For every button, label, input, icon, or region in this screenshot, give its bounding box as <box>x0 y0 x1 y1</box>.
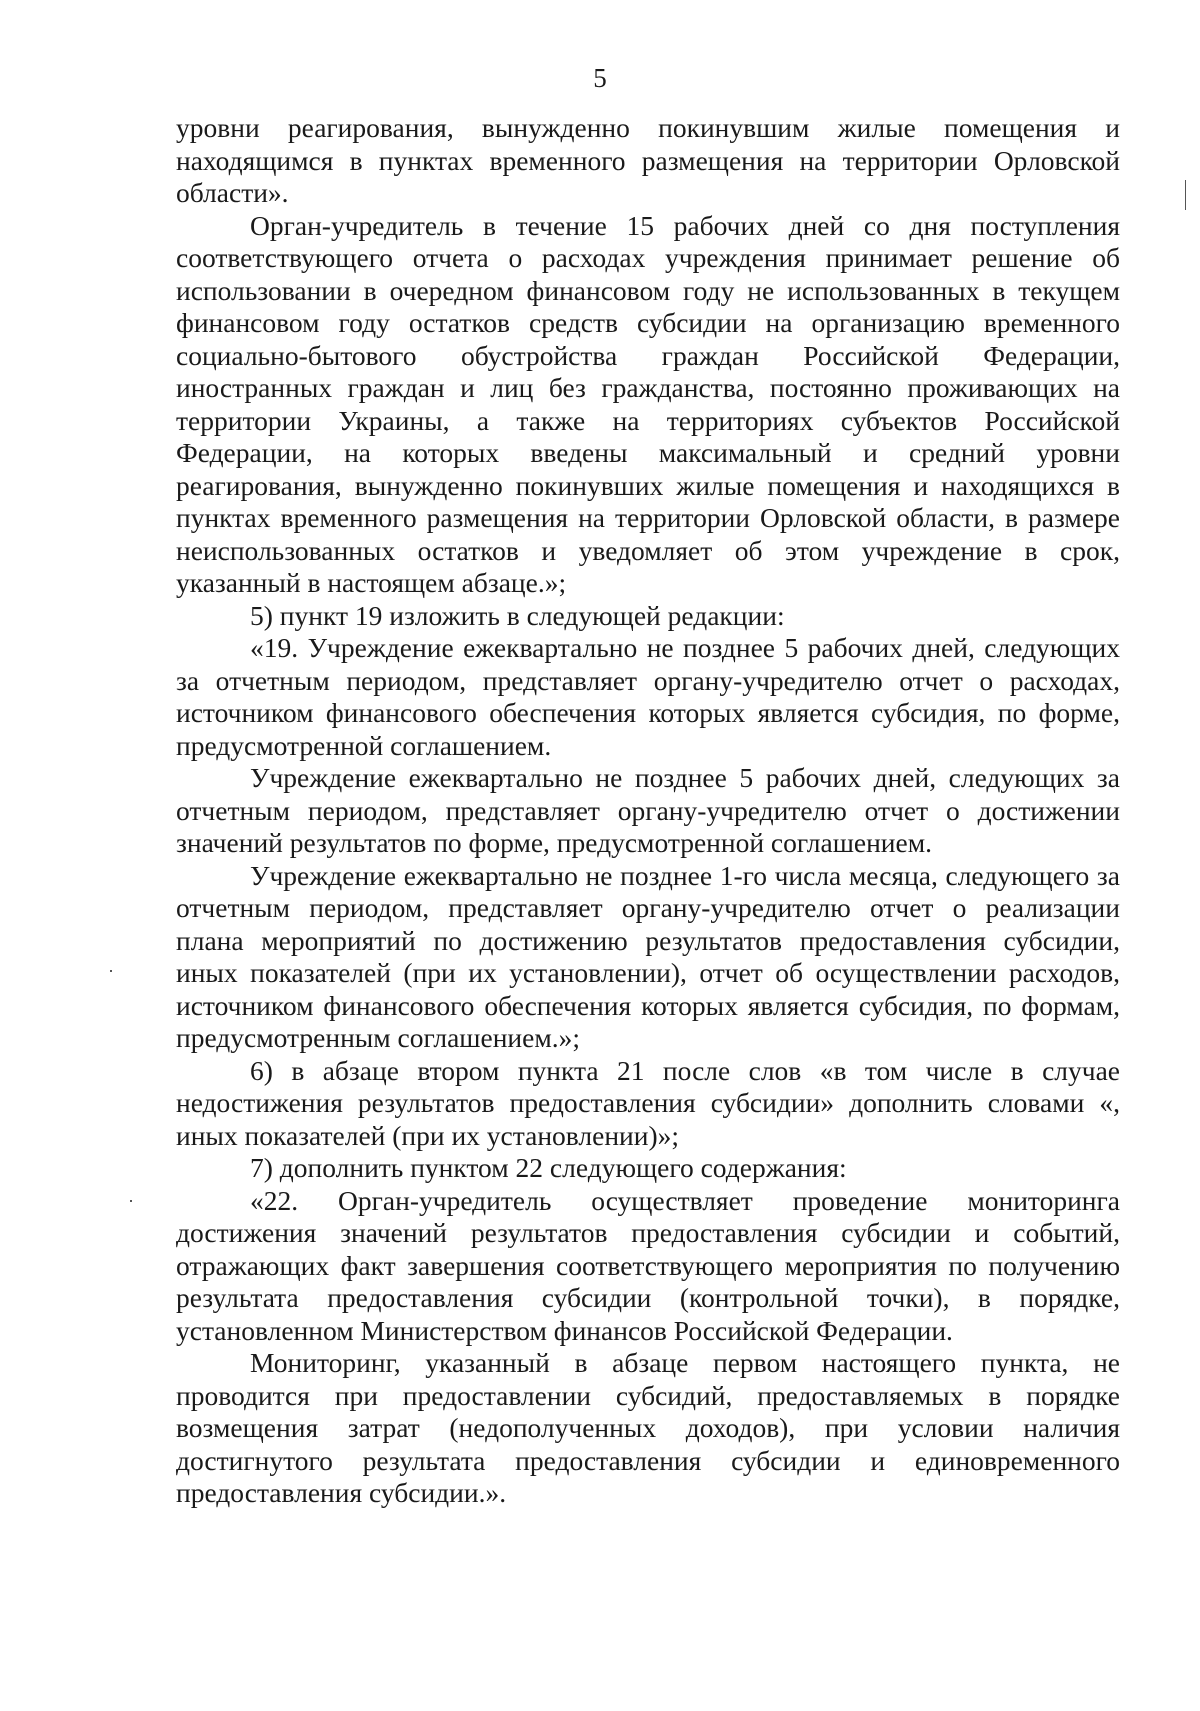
paragraph-plan-report: Учреждение ежеквартально не позднее 1-го числа месяца, следующего за отчетным периодом, представляет органу-учредителю отчет о реализации плана мероприятий по достижению результатов предоставления субсидии, иных показателей (при их установлении), отчет об осуществлении расходов, источником финансового обеспечения которых является субсидия, по формам, предусмотренным соглашением.»; <box>176 859 1120 1053</box>
paragraph-point-22: «22. Орган-учредитель осуществляет проведение мониторинга достижения значений результатов предоставления субсидии и событий, отражающих факт завершения соответствующего мероприятия по получению результата предоставления субсидии (контрольной точки), в порядке, установленном Министерством финансов Российской Федерации. <box>176 1184 1120 1346</box>
paragraph-item-7: 7) дополнить пунктом 22 следующего содержания: <box>250 1152 847 1183</box>
paragraph-continuation: уровни реагирования, вынужденно покинувшим жилые помещения и находящимся в пунктах временного размещения на территории Орловской области». <box>176 112 1120 208</box>
paragraph-monitoring: Мониторинг, указанный в абзаце первом настоящего пункта, не проводится при предоставлении субсидий, предоставляемых в порядке возмещения затрат (недополученных доходов), при условии наличия достигнутого результата предоставления субсидии и единовременного предоставления субсидии.». <box>176 1347 1120 1508</box>
scan-dot-mark <box>130 1200 132 1202</box>
paragraph-organ-decision: Орган-учредитель в течение 15 рабочих дней со дня поступления соответствующего отчета о расходах учреждения принимает решение об использовании в очередном финансовом году не использованных в текущем финансовом году остатков средств субсидии на организацию временного социально-бытового обустройства граждан Российской Федерации, иностранных граждан и лиц без гражданства, постоянно проживающих на территории Украины, а также на территориях субъектов Российской Федерации, на которых введены максимальный и средний уровни реагирования, вынужденно покинувших жилые помещения и находящихся в пунктах временного размещения на территории Орловской области, в размере неиспользованных остатков и уведомляет об этом учреждение в срок, указанный в настоящем абзаце.»; <box>176 209 1120 598</box>
paragraph-item-6: 6) в абзаце втором пункта 21 после слов «в том числе в случае недостижения результатов предоставления субсидии» дополнить словами «, иных показателей (при их установлении)»; <box>176 1054 1120 1151</box>
scan-dot-mark <box>110 970 112 972</box>
paragraph-point-19: «19. Учреждение ежеквартально не позднее 5 рабочих дней, следующих за отчетным периодом, представляет органу-учредителю отчет о расходах, источником финансового обеспечения которых является субсидия, по форме, предусмотренной соглашением. <box>176 632 1120 761</box>
page-number: 5 <box>593 63 607 93</box>
paragraph-results-report: Учреждение ежеквартально не позднее 5 рабочих дней, следующих за отчетным периодом, представляет органу-учредителю отчет о достижении значений результатов по форме, предусмотренной соглашением. <box>176 762 1120 858</box>
document-body <box>176 112 1120 1510</box>
paragraph-item-5: 5) пункт 19 изложить в следующей редакции: <box>250 599 785 631</box>
scan-margin-mark <box>1185 180 1186 210</box>
